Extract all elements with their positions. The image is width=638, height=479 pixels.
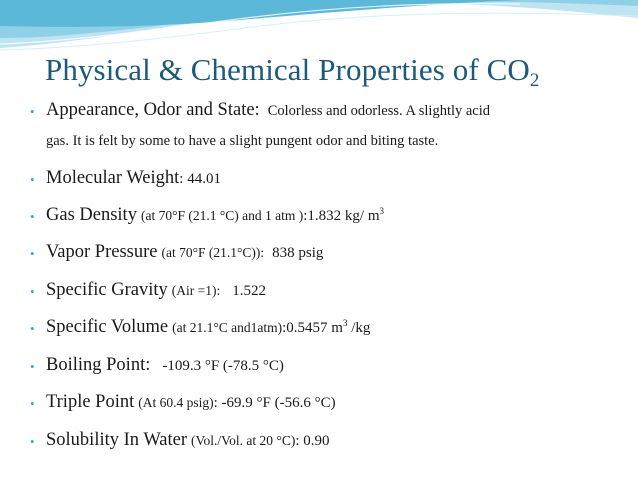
bullet-icon: • <box>30 104 35 119</box>
bullet-icon: • <box>30 321 35 336</box>
bullet-icon: • <box>30 434 35 449</box>
bullet-icon: • <box>30 246 35 261</box>
title-subscript: 2 <box>529 70 540 91</box>
bullet-icon: • <box>30 359 35 374</box>
slide-title: Physical & Chemical Properties of $CO_2$ <box>45 52 540 91</box>
bullet-icon: • <box>30 209 35 224</box>
header-wave-decoration <box>0 0 638 60</box>
bullet-icon: • <box>30 284 35 299</box>
bullet-icon: • <box>30 172 35 187</box>
bullet-icon: • <box>30 396 35 411</box>
